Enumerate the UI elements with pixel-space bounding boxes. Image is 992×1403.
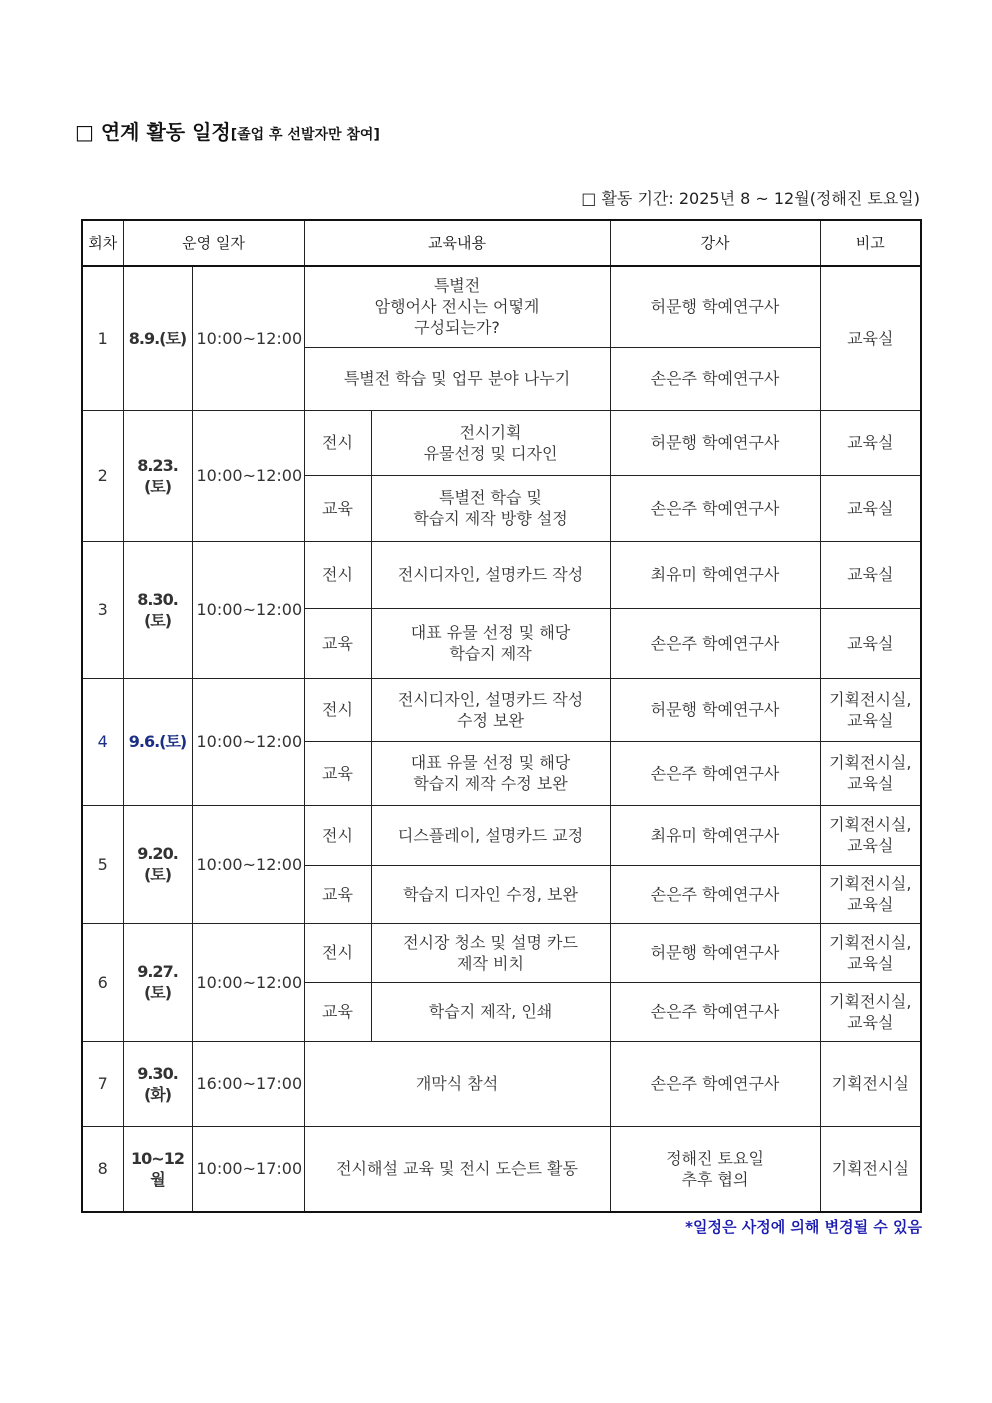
instructor-cell: 허문행 학예연구사 [610, 266, 820, 347]
table-header-row [82, 220, 921, 266]
header-content: 교육내용 [304, 220, 610, 266]
round-time: 10:00~12:00 [192, 923, 304, 1041]
instructor-cell: 허문행 학예연구사 [610, 678, 820, 741]
round-time: 10:00~17:00 [192, 1126, 304, 1212]
type-cell: 전시 [304, 923, 371, 982]
note-cell: 기획전시실 [820, 1126, 921, 1212]
note-cell: 기획전시실, 교육실 [820, 923, 921, 982]
round-time: 10:00~12:00 [192, 266, 304, 410]
round-number: 7 [82, 1041, 123, 1126]
instructor-cell: 손은주 학예연구사 [610, 982, 820, 1041]
instructor-cell: 허문행 학예연구사 [610, 923, 820, 982]
table-row [82, 923, 921, 982]
table-row [82, 410, 921, 475]
table-row [82, 541, 921, 608]
round-number: 1 [82, 266, 123, 410]
round-number: 5 [82, 805, 123, 923]
type-cell: 전시 [304, 805, 371, 865]
content-cell: 전시기획 유물선정 및 디자인 [371, 410, 610, 475]
activity-period: □ 활동 기간: 2025년 8 ~ 12월(정해진 토요일) [581, 189, 920, 208]
instructor-cell: 손은주 학예연구사 [610, 1041, 820, 1126]
note-cell: 기획전시실, 교육실 [820, 865, 921, 923]
table-row [82, 678, 921, 741]
round-date: 9.6.(토) [123, 678, 192, 805]
type-cell: 교육 [304, 608, 371, 678]
instructor-cell: 손은주 학예연구사 [610, 608, 820, 678]
note-cell: 기획전시실, 교육실 [820, 805, 921, 865]
content-cell: 전시장 청소 및 설명 카드 제작 비치 [371, 923, 610, 982]
round-time: 10:00~12:00 [192, 541, 304, 678]
content-cell: 디스플레이, 설명카드 교정 [371, 805, 610, 865]
type-cell: 교육 [304, 475, 371, 541]
content-cell: 전시디자인, 설명카드 작성 [371, 541, 610, 608]
round-number: 6 [82, 923, 123, 1041]
table-row [82, 1041, 921, 1126]
table-row [82, 266, 921, 347]
round-date: 8.23.(토) [123, 410, 192, 541]
note-cell: 교육실 [820, 475, 921, 541]
instructor-cell: 손은주 학예연구사 [610, 865, 820, 923]
round-date: 9.27.(토) [123, 923, 192, 1041]
note-cell: 교육실 [820, 410, 921, 475]
note-cell: 기획전시실, 교육실 [820, 741, 921, 805]
type-cell: 교육 [304, 865, 371, 923]
instructor-cell: 손은주 학예연구사 [610, 741, 820, 805]
round-time: 10:00~12:00 [192, 805, 304, 923]
content-cell: 학습지 디자인 수정, 보완 [371, 865, 610, 923]
instructor-cell: 손은주 학예연구사 [610, 347, 820, 410]
instructor-cell: 최유미 학예연구사 [610, 541, 820, 608]
content-cell: 대표 유물 선정 및 해당 학습지 제작 [371, 608, 610, 678]
section-title-main: □ 연계 활동 일정 [75, 120, 231, 144]
round-time: 10:00~12:00 [192, 410, 304, 541]
round-number: 3 [82, 541, 123, 678]
table-row [82, 805, 921, 865]
note-cell: 기획전시실, 교육실 [820, 982, 921, 1041]
content-cell: 특별전 학습 및 학습지 제작 방향 설정 [371, 475, 610, 541]
table-row [82, 1126, 921, 1212]
instructor-cell: 정해진 토요일 추후 협의 [610, 1126, 820, 1212]
round-date: 8.9.(토) [123, 266, 192, 410]
instructor-cell: 허문행 학예연구사 [610, 410, 820, 475]
round-date: 8.30.(토) [123, 541, 192, 678]
content-cell: 학습지 제작, 인쇄 [371, 982, 610, 1041]
instructor-cell: 손은주 학예연구사 [610, 475, 820, 541]
round-date: 9.30.(화) [123, 1041, 192, 1126]
note-cell: 교육실 [820, 541, 921, 608]
round-time: 10:00~12:00 [192, 678, 304, 805]
header-instructor: 강사 [610, 220, 820, 266]
note-cell: 기획전시실 [820, 1041, 921, 1126]
note-cell: 기획전시실, 교육실 [820, 678, 921, 741]
type-cell: 교육 [304, 982, 371, 1041]
round-time: 16:00~17:00 [192, 1041, 304, 1126]
content-cell: 전시해설 교육 및 전시 도슨트 활동 [304, 1126, 610, 1212]
header-round: 회차 [82, 220, 123, 266]
round-date: 9.20.(토) [123, 805, 192, 923]
content-cell: 특별전 학습 및 업무 분야 나누기 [304, 347, 610, 410]
note-cell: 교육실 [820, 266, 921, 410]
round-number: 2 [82, 410, 123, 541]
schedule-change-footnote: *일정은 사정에 의해 변경될 수 있음 [685, 1218, 922, 1236]
instructor-cell: 최유미 학예연구사 [610, 805, 820, 865]
header-schedule: 운영 일자 [123, 220, 304, 266]
section-title-sub: [졸업 후 선발자만 참여] [230, 127, 380, 143]
type-cell: 전시 [304, 541, 371, 608]
schedule-table [81, 219, 922, 1213]
header-note: 비고 [820, 220, 921, 266]
content-cell: 개막식 참석 [304, 1041, 610, 1126]
round-date: 10~12월 [123, 1126, 192, 1212]
note-cell: 교육실 [820, 608, 921, 678]
type-cell: 교육 [304, 741, 371, 805]
type-cell: 전시 [304, 678, 371, 741]
round-number: 8 [82, 1126, 123, 1212]
content-cell: 특별전 암행어사 전시는 어떻게 구성되는가? [304, 266, 610, 347]
section-title [75, 116, 380, 145]
type-cell: 전시 [304, 410, 371, 475]
round-number: 4 [82, 678, 123, 805]
content-cell: 대표 유물 선정 및 해당 학습지 제작 수정 보완 [371, 741, 610, 805]
content-cell: 전시디자인, 설명카드 작성 수정 보완 [371, 678, 610, 741]
